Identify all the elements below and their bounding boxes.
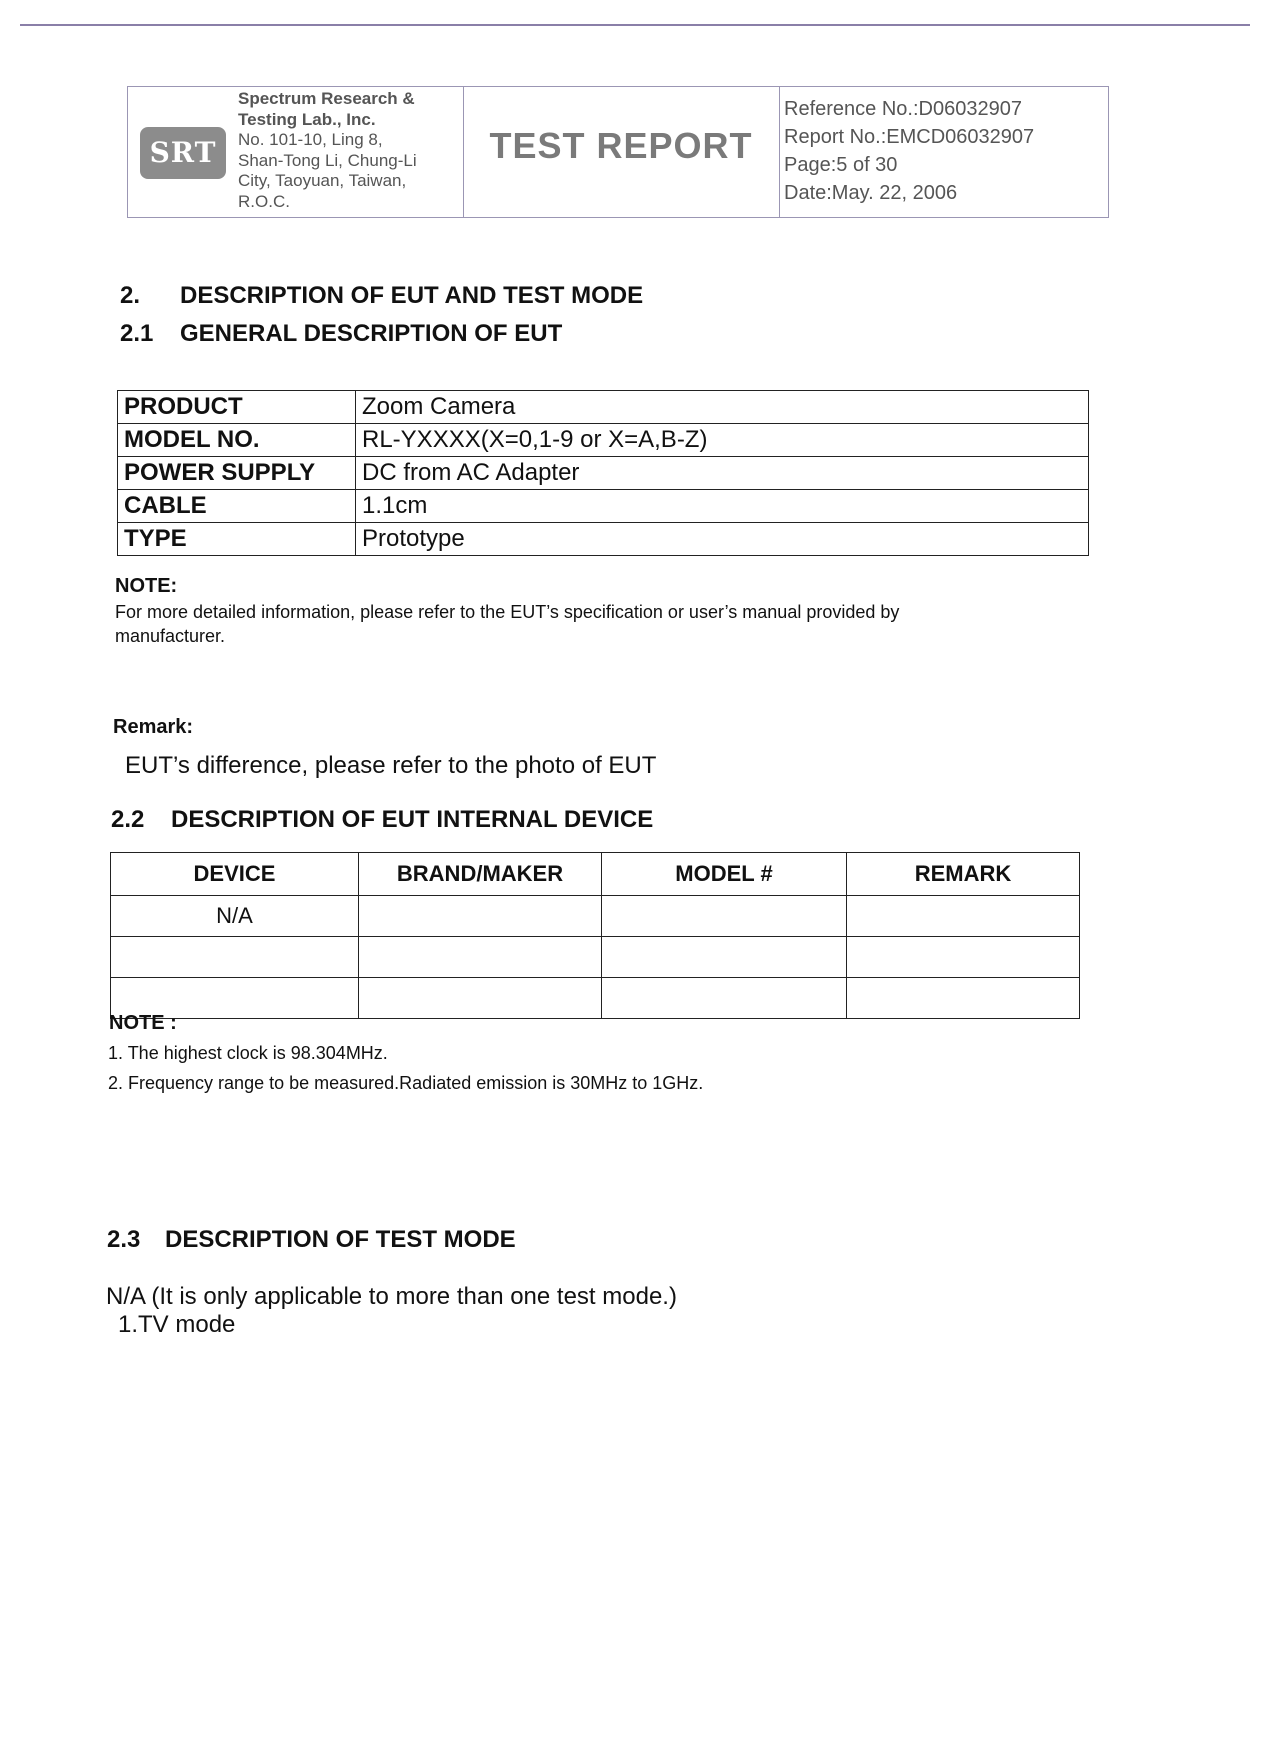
table-row	[118, 490, 1089, 523]
report-title: TEST REPORT	[489, 125, 753, 166]
section-2-1-heading	[120, 320, 562, 348]
remark-label: Remark:	[113, 716, 194, 738]
table-cell	[847, 978, 1080, 1019]
table-cell	[847, 937, 1080, 978]
row-value: Zoom Camera	[356, 391, 1089, 424]
table-row	[118, 523, 1089, 556]
table-row	[111, 937, 1080, 978]
column-header: BRAND/MAKER	[359, 853, 602, 896]
column-header: MODEL #	[602, 853, 847, 896]
title-cell	[463, 87, 780, 217]
internal-device-table	[110, 852, 1080, 1019]
section-number: 2.1	[120, 320, 154, 347]
note-label: NOTE :	[109, 1012, 177, 1034]
row-value: Prototype	[356, 523, 1089, 556]
reference-cell	[779, 87, 1108, 217]
srt-logo: SRT	[140, 127, 226, 179]
table-cell	[359, 896, 602, 937]
row-key: POWER SUPPLY	[118, 457, 356, 490]
column-header: DEVICE	[111, 853, 359, 896]
page-number: Page:5 of 30	[784, 154, 898, 176]
table-row	[118, 391, 1089, 424]
row-key: TYPE	[118, 523, 356, 556]
row-value: RL-YXXXX(X=0,1-9 or X=A,B-Z)	[356, 424, 1089, 457]
row-value: 1.1cm	[356, 490, 1089, 523]
lab-address-line: Shan-Tong Li, Chung-Li	[238, 150, 417, 170]
note-text: manufacturer.	[115, 626, 226, 646]
section-number: 2.3	[107, 1226, 141, 1253]
section-title: DESCRIPTION OF TEST MODE	[165, 1226, 516, 1253]
note-text: For more detailed information, please refer to the EUT’s specification or user’s manual provided by	[115, 602, 900, 622]
table-cell	[602, 978, 847, 1019]
table-cell	[847, 896, 1080, 937]
lab-name-line: Spectrum Research &	[238, 89, 415, 108]
table-row	[118, 457, 1089, 490]
lab-name-line: Testing Lab., Inc.	[238, 109, 376, 129]
section-title: GENERAL DESCRIPTION OF EUT	[180, 320, 563, 347]
report-no: Report No.:EMCD06032907	[784, 126, 1035, 148]
section-title: DESCRIPTION OF EUT AND TEST MODE	[180, 282, 644, 309]
eut-description-table	[117, 390, 1089, 556]
table-header-row	[111, 853, 1080, 896]
table-cell	[359, 937, 602, 978]
table-cell	[602, 937, 847, 978]
top-rule	[20, 24, 1250, 26]
table-cell: N/A	[111, 896, 359, 937]
row-key: PRODUCT	[118, 391, 356, 424]
table-cell	[111, 937, 359, 978]
note-item: 2. Frequency range to be measured.Radiated emission is 30MHz to 1GHz.	[108, 1073, 704, 1093]
lab-address-line: R.O.C.	[238, 191, 290, 211]
report-header	[127, 86, 1109, 218]
test-mode-text: N/A (It is only applicable to more than one test mode.)	[106, 1283, 677, 1310]
section-2-heading	[120, 282, 643, 310]
lab-address-line: No. 101-10, Ling 8,	[238, 130, 383, 149]
table-row	[111, 978, 1080, 1019]
lab-address	[238, 89, 417, 212]
table-row	[118, 424, 1089, 457]
reference-no: Reference No.:D06032907	[784, 98, 1022, 120]
section-2-2-heading	[111, 806, 653, 834]
section-number: 2.2	[111, 806, 145, 833]
section-title: DESCRIPTION OF EUT INTERNAL DEVICE	[171, 806, 654, 833]
lab-address-line: City, Taoyuan, Taiwan,	[238, 171, 407, 190]
section-2-3-heading	[107, 1226, 516, 1254]
row-value: DC from AC Adapter	[356, 457, 1089, 490]
column-header: REMARK	[847, 853, 1080, 896]
table-cell	[359, 978, 602, 1019]
reference-block	[784, 95, 1034, 207]
note-item: 1. The highest clock is 98.304MHz.	[108, 1043, 388, 1063]
test-mode-item: 1.TV mode	[118, 1311, 236, 1338]
row-key: CABLE	[118, 490, 356, 523]
section-number: 2.	[120, 282, 141, 309]
table-row	[111, 896, 1080, 937]
row-key: MODEL NO.	[118, 424, 356, 457]
report-date: Date:May. 22, 2006	[784, 182, 958, 204]
remark-text: EUT’s difference, please refer to the photo of EUT	[125, 752, 657, 779]
note-label: NOTE:	[115, 575, 178, 597]
lab-info	[128, 87, 464, 217]
table-cell	[602, 896, 847, 937]
